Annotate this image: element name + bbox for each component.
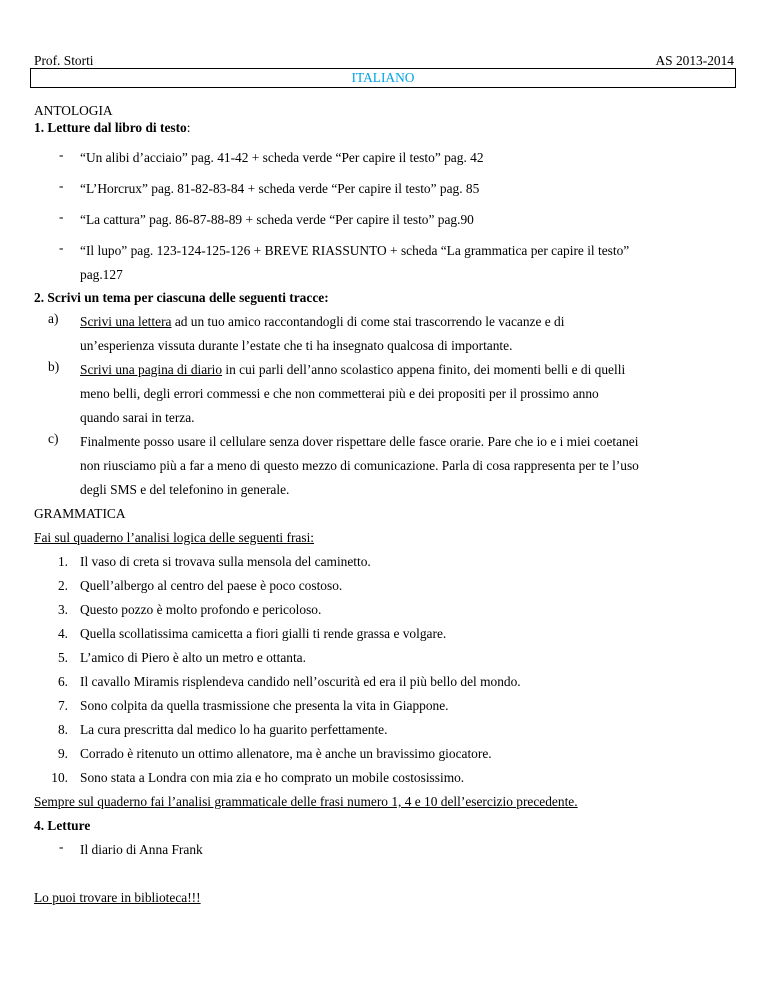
readings-list	[34, 146, 734, 287]
sentence-text: L’amico di Piero è alto un metro e ottanta.	[80, 650, 306, 665]
sentence-number: 4.	[57, 626, 68, 641]
section-1-title-text: 1. Letture dal libro di testo	[34, 120, 187, 135]
grammatica-followup: Sempre sul quaderno fai l’analisi grammaticale delle frasi numero 1, 4 e 10 dell’esercizio precedente.	[34, 794, 578, 809]
sentence-text: Sono stata a Londra con mia zia e ho comprato un mobile costosissimo.	[80, 770, 465, 785]
dash-bullet: -	[59, 209, 64, 224]
sentence-number: 9.	[57, 746, 68, 761]
list-item	[34, 694, 734, 718]
list-item	[34, 598, 734, 622]
sentence-number: 6.	[57, 674, 68, 689]
essay-prompt-b	[34, 358, 734, 430]
prompt-line: degli SMS e del telefonino in generale.	[80, 482, 290, 497]
prompt-line: quando sarai in terza.	[80, 410, 195, 425]
prompt-line: meno belli, degli errori commessi e che non commetterai più e dei propositi per il prossimo anno	[80, 386, 599, 401]
sentence-number: 2.	[57, 578, 68, 593]
sentence-number: 3.	[57, 602, 68, 617]
grammatica-instruction: Fai sul quaderno l’analisi logica delle seguenti frasi:	[34, 530, 315, 545]
prompt-letter: c)	[48, 431, 59, 446]
reading-text: “Un alibi d’acciaio” pag. 41-42 + scheda verde “Per capire il testo” pag. 42	[80, 150, 484, 165]
list-item	[34, 177, 734, 201]
sentence-number: 10.	[51, 770, 68, 785]
header	[34, 52, 734, 69]
prompt-rest: ad un tuo amico raccontandogli di come stai trascorrendo le vacanze e di	[171, 314, 565, 329]
prompt-underlined: Scrivi una lettera	[80, 314, 172, 329]
essay-prompt-a	[34, 310, 734, 358]
section-1-title	[34, 119, 734, 136]
book-title: Il diario di Anna Frank	[80, 842, 203, 857]
dash-bullet: -	[59, 240, 64, 255]
list-item	[34, 550, 734, 574]
school-year: AS 2013-2014	[655, 53, 734, 68]
list-item	[34, 718, 734, 742]
sentence-text: Sono colpita da quella trasmissione che presenta la vita in Giappone.	[80, 698, 449, 713]
sentence-number: 5.	[57, 650, 68, 665]
sentence-text: Il vaso di creta si trovava sulla mensola del caminetto.	[80, 554, 371, 569]
prompt-rest: in cui parli dell’anno scolastico appena finito, dei momenti belli e di quelli	[222, 362, 626, 377]
list-item	[34, 146, 734, 170]
prompt-letter: b)	[48, 359, 60, 374]
list-item	[34, 208, 734, 232]
section-4-title: 4. Letture	[34, 818, 91, 833]
sentence-text: Corrado è ritenuto un ottimo allenatore, ma è anche un bravissimo giocatore.	[80, 746, 492, 761]
teacher-name: Prof. Storti	[34, 53, 94, 68]
prompt-line: non riusciamo più a far a meno di questo mezzo di comunicazione. Parla di cosa rappresenta per te l’uso	[80, 458, 639, 473]
list-item	[34, 670, 734, 694]
reading-text: “L’Horcrux” pag. 81-82-83-84 + scheda verde “Per capire il testo” pag. 85	[80, 181, 480, 196]
prompt-line: un’esperienza vissuta durante l’estate che ti ha insegnato qualcosa di importante.	[80, 338, 513, 353]
sentence-text: Quell’albergo al centro del paese è poco costoso.	[80, 578, 343, 593]
grammatica-heading: GRAMMATICA	[34, 506, 126, 521]
prompt-line: Finalmente posso usare il cellulare senza dover rispettare delle fasce orarie. Pare che io e i miei coetanei	[80, 434, 639, 449]
prompt-underlined: Scrivi una pagina di diario	[80, 362, 223, 377]
list-item	[34, 838, 734, 862]
dash-bullet: -	[59, 178, 64, 193]
essay-prompt-c	[34, 430, 734, 502]
sentence-text: La cura prescritta dal medico lo ha guarito perfettamente.	[80, 722, 388, 737]
reading-text-continued: pag.127	[80, 267, 123, 282]
dash-bullet: -	[59, 839, 64, 854]
prompt-line	[80, 310, 734, 334]
dash-bullet: -	[59, 147, 64, 162]
antologia-heading: ANTOLOGIA	[34, 103, 113, 118]
sentence-number: 8.	[57, 722, 68, 737]
subject-title: ITALIANO	[30, 68, 736, 88]
sentence-number: 7.	[57, 698, 68, 713]
list-item	[34, 766, 734, 790]
sentence-text: Quella scollatissima camicetta a fiori gialli ti rende grassa e volgare.	[80, 626, 447, 641]
list-item	[34, 742, 734, 766]
sentence-number: 1.	[57, 554, 68, 569]
section-2-title: 2. Scrivi un tema per ciascuna delle seguenti tracce:	[34, 290, 329, 305]
sentence-text: Il cavallo Miramis risplendeva candido nell’oscurità ed era il più bello del mondo.	[80, 674, 521, 689]
reading-text: “Il lupo” pag. 123-124-125-126 + BREVE RIASSUNTO + scheda “La grammatica per capire il testo”	[80, 243, 630, 258]
document-body	[34, 102, 734, 910]
list-item	[34, 239, 734, 287]
reading-text: “La cattura” pag. 86-87-88-89 + scheda verde “Per capire il testo” pag.90	[80, 212, 474, 227]
list-item	[34, 574, 734, 598]
prompt-letter: a)	[48, 311, 59, 326]
sentence-text: Questo pozzo è molto profondo e pericoloso.	[80, 602, 322, 617]
sentence-list	[34, 550, 734, 790]
library-note: Lo puoi trovare in biblioteca!!!	[34, 890, 201, 905]
list-item	[34, 622, 734, 646]
list-item	[34, 646, 734, 670]
section-1-colon: :	[186, 120, 191, 135]
prompt-line	[80, 358, 734, 382]
